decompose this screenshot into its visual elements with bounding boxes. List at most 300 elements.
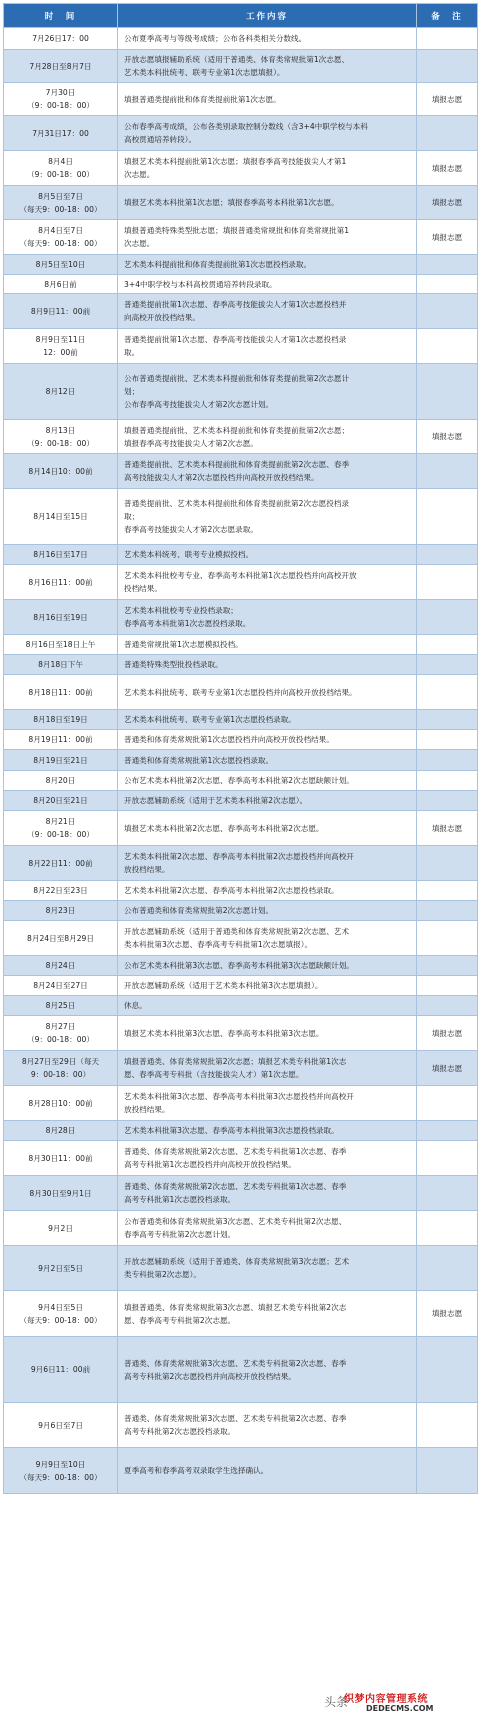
note-cell: 填报志愿 — [417, 1016, 478, 1051]
time-cell — [4, 1403, 118, 1448]
note-cell: 填报志愿 — [417, 186, 478, 220]
time-cell — [4, 151, 118, 186]
time-cell — [4, 116, 118, 151]
time-text: 8月19日至21日 — [33, 755, 88, 765]
header-time: 时 间 — [4, 4, 118, 28]
time-text: （9：00-18：00） — [27, 830, 94, 839]
time-text: 8月18日11：00前 — [28, 687, 93, 697]
note-cell — [417, 635, 478, 655]
table-row — [4, 116, 478, 151]
time-text: （每天9：00-18：00） — [19, 1315, 102, 1325]
time-text: 9月6日11：00前 — [30, 1365, 91, 1374]
work-text: 高考专科批第1次志愿投档并向高校开放投档结果。 — [124, 1160, 296, 1169]
header-row — [4, 4, 478, 28]
time-cell — [4, 655, 118, 675]
time-text: 8月30日11：00前 — [28, 1153, 93, 1163]
time-text: 9月4日至5日 — [38, 1302, 83, 1312]
time-text: 8月20日至21日 — [33, 796, 88, 805]
work-text: 高考技能拔尖人才第2次志愿投档并向高校开放投档结果。 — [124, 473, 319, 482]
note-cell: 填报志愿 — [417, 811, 478, 846]
work-text: 填报普通类、体育类常规批第3次志愿、填报艺术类专科批第2次志 — [124, 1302, 347, 1312]
work-cell — [118, 846, 417, 881]
table-row — [4, 1141, 478, 1176]
time-text: 8月18日至19日 — [33, 715, 88, 724]
time-cell — [4, 1176, 118, 1211]
time-text: 8月24日 — [45, 961, 76, 970]
work-cell — [118, 901, 417, 921]
work-cell — [118, 364, 417, 420]
watermark-subtitle: DEDECMS.COM — [366, 1704, 434, 1713]
note-cell — [417, 50, 478, 83]
table-row — [4, 489, 478, 545]
time-text: （每天9：00-18：00） — [19, 239, 102, 248]
work-cell — [118, 489, 417, 545]
time-cell — [4, 675, 118, 710]
note-cell — [417, 750, 478, 771]
work-cell — [118, 329, 417, 364]
time-cell — [4, 1121, 118, 1141]
note-cell — [417, 1403, 478, 1448]
table-row — [4, 791, 478, 811]
work-text: 填报艺术类本科提前批第1次志愿；填报春季高考技能拔尖人才第1 — [124, 157, 347, 166]
note-cell — [417, 675, 478, 710]
table-row — [4, 655, 478, 675]
table-row — [4, 1211, 478, 1246]
table-row — [4, 255, 478, 275]
work-text: 艺术类本科提前批和体育类提前批第1次志愿投档录取。 — [124, 260, 312, 269]
work-cell — [118, 1246, 417, 1291]
work-cell — [118, 50, 417, 83]
time-text: 8月14日10：00前 — [28, 466, 93, 476]
note-cell — [417, 956, 478, 976]
work-text: 普通类提前批第1次志愿、春季高考技能拔尖人才第1次志愿投档录 — [124, 335, 347, 344]
work-text: 艺术类本科批校考专业投档录取； — [124, 606, 238, 615]
table-row — [4, 846, 478, 881]
work-cell — [118, 710, 417, 730]
work-cell — [118, 294, 417, 329]
time-cell — [4, 50, 118, 83]
work-cell — [118, 881, 417, 901]
time-cell — [4, 255, 118, 275]
table-row — [4, 710, 478, 730]
table-row — [4, 1403, 478, 1448]
table-row — [4, 1016, 478, 1051]
work-text: 夏季高考和春季高考双录取学生选择确认。 — [124, 1466, 269, 1475]
note-cell — [417, 846, 478, 881]
table-row — [4, 1448, 478, 1494]
time-cell — [4, 976, 118, 996]
table-row — [4, 329, 478, 364]
note-cell — [417, 710, 478, 730]
work-text: 高考专科批第2次志愿投档录取。 — [124, 1427, 236, 1436]
note-cell: 填报志愿 — [417, 83, 478, 116]
work-text: 高校贯通培养转段）。 — [124, 135, 197, 144]
work-cell — [118, 791, 417, 811]
table-row — [4, 921, 478, 956]
source-logo-icon: 头条 — [324, 1695, 349, 1709]
time-text: 8月14日至15日 — [33, 512, 88, 521]
table-row — [4, 675, 478, 710]
time-text: （9：00-18：00） — [27, 170, 94, 179]
time-text: （9：00-18：00） — [27, 101, 94, 110]
time-text: 7月31日17：00 — [32, 128, 89, 138]
table-row — [4, 901, 478, 921]
time-text: 8月9日至11日 — [35, 335, 86, 344]
note-cell — [417, 921, 478, 956]
time-cell — [4, 220, 118, 255]
time-cell — [4, 545, 118, 565]
work-text: 公布艺术类本科批第3次志愿、春季高考本科批第3次志愿缺额计划。 — [124, 961, 354, 970]
work-text: 公布艺术类本科批第2次志愿、春季高考本科批第2次志愿缺额计划。 — [124, 776, 354, 785]
note-cell — [417, 881, 478, 901]
time-cell — [4, 635, 118, 655]
time-text: 8月16日至17日 — [33, 550, 88, 559]
work-text: 公布普通类提前批、艺术类本科提前批和体育类提前批第2次志愿计 — [124, 374, 350, 383]
time-cell — [4, 454, 118, 489]
work-text: 次志愿。 — [124, 170, 155, 179]
header-note: 备 注 — [417, 4, 478, 28]
note-cell — [417, 329, 478, 364]
time-text: 8月28日 — [45, 1126, 76, 1135]
work-text: 次志愿。 — [124, 239, 155, 248]
table-row — [4, 565, 478, 600]
note-cell — [417, 364, 478, 420]
work-text: 普通类提前批、艺术类本科提前批和体育类提前批第2次志愿、春季 — [124, 460, 350, 469]
work-text: 公布普通类和体育类常规批第3次志愿、艺术类专科批第2次志愿、 — [124, 1217, 347, 1226]
table-row — [4, 420, 478, 454]
work-text: 开放志愿辅助系统（适用于普通类和体育类常规批第2次志愿、艺术 — [124, 927, 350, 936]
work-cell — [118, 275, 417, 294]
note-cell — [417, 545, 478, 565]
time-text: （9：00-18：00） — [27, 1035, 94, 1044]
table-row — [4, 1086, 478, 1121]
work-text: 艺术类本科批统考、联考专业第1次志愿填报）。 — [124, 68, 285, 77]
table-row — [4, 50, 478, 83]
work-cell — [118, 771, 417, 791]
time-cell — [4, 28, 118, 50]
note-cell: 填报志愿 — [417, 1291, 478, 1337]
time-cell — [4, 1086, 118, 1121]
table-row — [4, 186, 478, 220]
watermark-title: 织梦内容管理系统 — [344, 1694, 428, 1705]
time-text: 8月27日至29日（每天 — [21, 1057, 100, 1066]
time-cell — [4, 275, 118, 294]
time-text: 9月2日 — [48, 1223, 73, 1233]
note-cell — [417, 275, 478, 294]
watermark — [324, 1690, 474, 1716]
work-text: 艺术类本科批统考、联考专业第1次志愿投档录取。 — [124, 715, 296, 724]
work-cell — [118, 1403, 417, 1448]
work-cell — [118, 1337, 417, 1403]
note-cell: 填报志愿 — [417, 1051, 478, 1086]
work-cell — [118, 655, 417, 675]
time-cell — [4, 1448, 118, 1494]
table-row — [4, 976, 478, 996]
work-cell — [118, 996, 417, 1016]
table-row — [4, 275, 478, 294]
work-cell — [118, 600, 417, 635]
note-cell — [417, 1086, 478, 1121]
note-cell — [417, 255, 478, 275]
work-text: 3+4中职学校与本科高校贯通培养转段录取。 — [124, 279, 277, 289]
table-row — [4, 1246, 478, 1291]
time-cell — [4, 1051, 118, 1086]
work-text: 公布春季高考成绩，公布各类别录取控制分数线（含3+4中职学校与本科 — [124, 122, 368, 131]
time-text: 8月16日11：00前 — [28, 577, 93, 587]
table-row — [4, 730, 478, 750]
work-text: 公布春季高考技能拔尖人才第2次志愿计划。 — [124, 400, 274, 409]
work-text: 填报艺术类本科批第1次志愿；填报春季高考本科批第1次志愿。 — [124, 198, 339, 207]
work-cell — [118, 675, 417, 710]
note-cell — [417, 791, 478, 811]
work-cell — [118, 750, 417, 771]
table-row — [4, 83, 478, 116]
time-cell — [4, 846, 118, 881]
work-text: 艺术类本科统考、联考专业模拟投档。 — [124, 550, 254, 559]
work-cell — [118, 1051, 417, 1086]
work-text: 普通类特殊类型批投档录取。 — [124, 660, 223, 669]
work-text: 类专科批第2次志愿）。 — [124, 1270, 201, 1279]
time-text: 8月13日 — [45, 425, 76, 435]
time-text: 7月28日至8月7日 — [29, 61, 92, 71]
time-cell — [4, 83, 118, 116]
work-text: 填报普通类提前批和体育类提前批第1次志愿。 — [124, 94, 281, 104]
work-text: 普通类、体育类常规批第3次志愿、艺术类专科批第2次志愿、春季 — [124, 1358, 347, 1368]
note-cell: 填报志愿 — [417, 220, 478, 255]
time-cell — [4, 1141, 118, 1176]
time-text: 8月23日 — [45, 906, 76, 915]
work-text: 取； — [124, 512, 140, 521]
note-cell — [417, 1211, 478, 1246]
work-text: 普通类、体育类常规批第2次志愿、艺术类专科批第1次志愿、春季 — [124, 1182, 347, 1191]
work-text: 向高校开放投档结果。 — [124, 313, 200, 322]
work-text: 取。 — [124, 348, 140, 357]
work-text: 类本科批第3次志愿、春季高考专科批第1次志愿填报）。 — [124, 940, 313, 949]
time-cell — [4, 1337, 118, 1403]
table-row — [4, 811, 478, 846]
time-cell — [4, 1246, 118, 1291]
note-cell — [417, 655, 478, 675]
work-text: 春季高考专科批第2次志愿计划。 — [124, 1230, 236, 1239]
note-cell — [417, 1448, 478, 1494]
note-cell — [417, 771, 478, 791]
time-text: 8月6日前 — [44, 279, 77, 289]
time-cell — [4, 565, 118, 600]
work-cell — [118, 545, 417, 565]
work-text: 公布夏季高考与等级考成绩；公布各科类相关分数线。 — [124, 34, 307, 43]
note-cell — [417, 730, 478, 750]
work-text: 填报普通类特殊类型批志愿；填报普通类常规批和体育类常规批第1 — [124, 226, 350, 235]
note-cell — [417, 976, 478, 996]
work-text: 艺术类本科批第2次志愿、春季高考本科批第2次志愿投档并向高校开 — [124, 852, 354, 861]
time-text: 8月5日至7日 — [38, 191, 83, 201]
work-text: 投档结果。 — [124, 584, 162, 593]
table-row — [4, 600, 478, 635]
time-text: 9月6日至7日 — [38, 1420, 83, 1430]
work-text: 普通类、体育类常规批第2次志愿、艺术类专科批第1次志愿、春季 — [124, 1147, 347, 1156]
work-text: 愿、春季高考专科批（含技能拔尖人才）第1次志愿。 — [124, 1070, 304, 1079]
time-cell — [4, 956, 118, 976]
work-text: 艺术类本科批校考专业、春季高考本科批第1次志愿投档并向高校开放 — [124, 571, 357, 580]
time-text: 8月20日 — [45, 776, 76, 785]
time-cell — [4, 791, 118, 811]
header-work: 工作内容 — [118, 4, 417, 28]
time-cell — [4, 329, 118, 364]
note-cell — [417, 1141, 478, 1176]
note-cell — [417, 1337, 478, 1403]
work-cell — [118, 921, 417, 956]
work-cell — [118, 811, 417, 846]
time-text: 8月24日至8月29日 — [27, 933, 94, 943]
note-cell — [417, 1121, 478, 1141]
time-text: （每天9：00-18：00） — [19, 204, 102, 214]
time-cell — [4, 1016, 118, 1051]
work-cell — [118, 1176, 417, 1211]
work-text: 艺术类本科批第3次志愿、春季高考本科批第3次志愿投档录取。 — [124, 1126, 339, 1135]
work-cell — [118, 1291, 417, 1337]
work-cell — [118, 565, 417, 600]
table-row — [4, 771, 478, 791]
note-cell — [417, 28, 478, 50]
time-cell — [4, 730, 118, 750]
note-cell: 填报志愿 — [417, 420, 478, 454]
work-text: 春季高考技能拔尖人才第2次志愿录取。 — [124, 525, 258, 534]
work-cell — [118, 454, 417, 489]
note-cell — [417, 901, 478, 921]
time-text: 8月16日至18日上午 — [25, 640, 96, 649]
time-cell — [4, 921, 118, 956]
work-cell — [118, 28, 417, 50]
work-text: 填报春季高考技能拔尖人才第2次志愿。 — [124, 438, 258, 448]
table-row — [4, 1337, 478, 1403]
time-text: 8月27日 — [45, 1022, 76, 1031]
work-text: 开放志愿填报辅助系统（适用于普通类、体育类常规批第1次志愿、 — [124, 55, 350, 64]
table-row — [4, 545, 478, 565]
work-cell — [118, 956, 417, 976]
work-text: 开放志愿辅助系统（适用于艺术类本科批第3次志愿填报）。 — [124, 981, 323, 990]
time-text: 9月2日至5日 — [38, 1263, 83, 1273]
note-cell — [417, 996, 478, 1016]
work-text: 普通类、体育类常规批第3次志愿、艺术类专科批第2次志愿、春季 — [124, 1414, 347, 1423]
work-text: 普通类提前批第1次志愿、春季高考技能拔尖人才第1次志愿投档并 — [124, 300, 347, 309]
time-text: 8月4日 — [48, 157, 73, 166]
work-text: 填报普通类提前批、艺术类本科提前批和体育类提前批第2次志愿； — [124, 425, 350, 435]
work-cell — [118, 83, 417, 116]
work-cell — [118, 1211, 417, 1246]
table-row — [4, 220, 478, 255]
work-text: 普通类提前批、艺术类本科提前批和体育类提前批第2次志愿投档录 — [124, 499, 350, 508]
work-cell — [118, 635, 417, 655]
work-text: 艺术类本科批第3次志愿、春季高考本科批第3次志愿投档并向高校开 — [124, 1092, 354, 1101]
time-cell — [4, 881, 118, 901]
work-cell — [118, 1141, 417, 1176]
time-text: 8月9日11：00前 — [30, 306, 91, 316]
note-cell — [417, 1246, 478, 1291]
work-cell — [118, 730, 417, 750]
table-row — [4, 454, 478, 489]
table-row — [4, 750, 478, 771]
table-row — [4, 28, 478, 50]
time-cell — [4, 489, 118, 545]
time-text: 8月25日 — [45, 1001, 76, 1010]
note-cell — [417, 116, 478, 151]
work-text: 填报艺术类本科批第3次志愿、春季高考本科批第3次志愿。 — [124, 1028, 324, 1038]
time-text: 8月24日至27日 — [33, 981, 88, 990]
time-cell — [4, 364, 118, 420]
note-cell — [417, 565, 478, 600]
time-cell — [4, 1291, 118, 1337]
table-row — [4, 1051, 478, 1086]
table-row — [4, 1121, 478, 1141]
time-text: 8月18日下午 — [38, 660, 83, 669]
work-text: 春季高考本科批第1次志愿投档录取。 — [124, 619, 251, 628]
note-cell: 填报志愿 — [417, 151, 478, 186]
note-cell — [417, 454, 478, 489]
table-row — [4, 1176, 478, 1211]
work-text: 开放志愿辅助系统（适用于艺术类本科批第2次志愿）。 — [124, 796, 308, 805]
time-cell — [4, 600, 118, 635]
time-cell — [4, 294, 118, 329]
work-text: 公布普通类和体育类常规批第2次志愿计划。 — [124, 906, 274, 915]
table-row — [4, 1291, 478, 1337]
time-cell — [4, 811, 118, 846]
table-row — [4, 294, 478, 329]
work-cell — [118, 420, 417, 454]
work-text: 艺术类本科批统考、联考专业第1次志愿投档并向高校开放投档结果。 — [124, 687, 357, 697]
work-cell — [118, 151, 417, 186]
time-text: 9：00-18：00） — [30, 1070, 91, 1079]
time-text: 8月5日至10日 — [35, 260, 86, 269]
schedule-body — [4, 28, 478, 1494]
time-text: 8月4日至7日 — [38, 226, 83, 235]
time-text: 7月30日 — [45, 88, 76, 97]
work-text: 划； — [124, 387, 140, 396]
time-cell — [4, 186, 118, 220]
table-row — [4, 364, 478, 420]
table-row — [4, 151, 478, 186]
work-text: 填报艺术类本科批第2次志愿、春季高考本科批第2次志愿。 — [124, 823, 324, 833]
time-text: （每天9：00-18：00） — [19, 1472, 102, 1482]
time-text: 8月16日至19日 — [33, 612, 88, 622]
note-cell — [417, 294, 478, 329]
table-row — [4, 635, 478, 655]
time-text: 8月12日 — [45, 387, 76, 396]
work-cell — [118, 116, 417, 151]
time-cell — [4, 901, 118, 921]
work-text: 放投档结果。 — [124, 865, 170, 874]
time-text: 12：00前 — [43, 348, 78, 357]
schedule-table — [3, 3, 478, 1494]
work-text: 放投档结果。 — [124, 1105, 170, 1114]
work-text: 普通类和体育类常规批第1次志愿投档并向高校开放投档结果。 — [124, 735, 334, 744]
time-text: 8月22日至23日 — [33, 886, 88, 895]
time-cell — [4, 996, 118, 1016]
time-cell — [4, 710, 118, 730]
work-cell — [118, 1121, 417, 1141]
time-cell — [4, 771, 118, 791]
note-cell — [417, 600, 478, 635]
work-text: 艺术类本科批第2次志愿、春季高考本科批第2次志愿投档录取。 — [124, 886, 339, 895]
time-text: 8月22日11：00前 — [28, 858, 93, 868]
work-cell — [118, 186, 417, 220]
time-cell — [4, 420, 118, 454]
work-text: 普通类和体育类常规批第1次志愿投档录取。 — [124, 755, 274, 765]
time-text: 9月9日至10日 — [35, 1459, 86, 1469]
table-row — [4, 996, 478, 1016]
table-row — [4, 956, 478, 976]
work-text: 高考专科批第1次志愿投档录取。 — [124, 1195, 236, 1204]
note-cell — [417, 1176, 478, 1211]
